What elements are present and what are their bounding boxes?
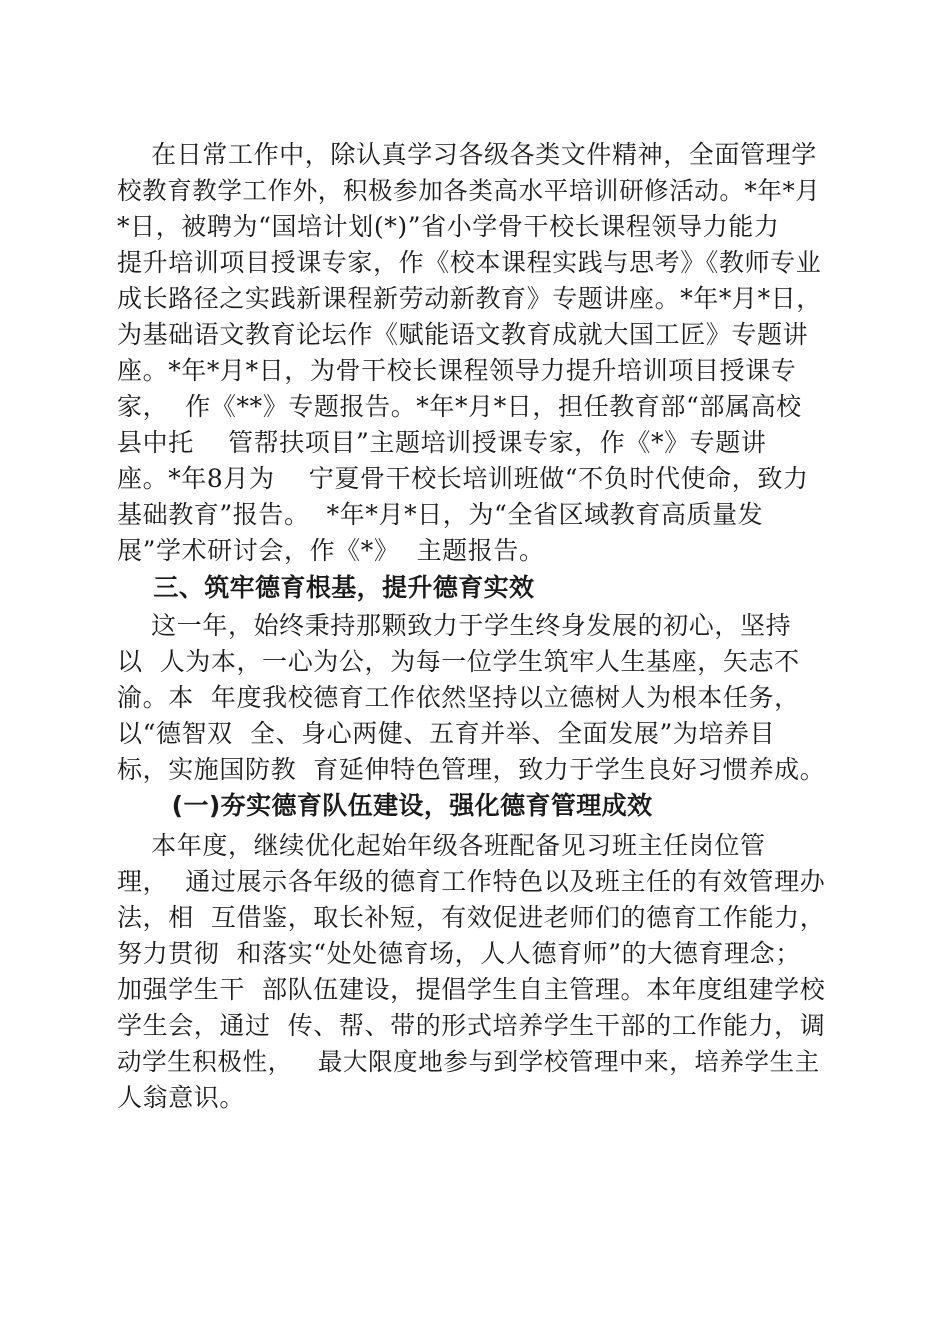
paragraph-line: *日，被聘为“国培计划(*)”省小学骨干校长课程领导力能力 <box>117 212 780 241</box>
paragraph-line: 加强学生干 部队伍建设，提倡学生自主管理。本年度组建学校 <box>117 975 826 1004</box>
paragraph-line: 努力贯彻 和落实“处处德育场，人人德育师”的大德育理念； <box>117 939 801 968</box>
paragraph-line: 座。*年8月为 宁夏骨干校长培训班做“不负时代使命，致力 <box>117 464 809 493</box>
paragraph-line: 在日常工作中，除认真学习各级各类文件精神，全面管理学 <box>117 140 817 169</box>
paragraph-line: 动学生积极性， 最大限度地参与到学校管理中来，培养学生主 <box>117 1047 820 1076</box>
paragraph-line: 座。*年*月*日，为骨干校长课程领导力提升培训项目授课专 <box>117 356 797 385</box>
paragraph-line: 展”学术研讨会，作《*》 主题报告。 <box>117 536 545 565</box>
paragraph-line: 为基础语文教育论坛作《赋能语文教育成就大国工匠》专题讲 <box>117 320 809 349</box>
paragraph-line: 学生会，通过 传、帮、带的形式培养学生干部的工作能力，调 <box>117 1011 826 1040</box>
subsection-heading: (一)夯实德育队伍建设，强化德育管理成效 <box>117 791 653 820</box>
paragraph-line: 以“德智双 全、身心两健、五育并举、全面发展”为培养目 <box>117 719 776 748</box>
paragraph-line: 这一年，始终秉持那颗致力于学生终身发展的初心，坚持 <box>117 611 792 640</box>
section-heading: 三、筑牢德育根基，提升德育实效 <box>117 573 535 602</box>
paragraph-line: 理， 通过展示各年级的德育工作特色以及班主任的有效管理办 <box>117 867 826 896</box>
paragraph-line: 法，相 互借鉴，取长补短，有效促进老师们的德育工作能力， <box>117 903 826 932</box>
paragraph-line: 基础教育”报告。 *年*月*日，为“全省区域教育高质量发 <box>117 500 764 529</box>
paragraph-line: 家， 作《**》专题报告。*年*月*日，担任教育部“部属高校 <box>117 392 802 421</box>
paragraph-line: 渝。本 年度我校德育工作依然坚持以立德树人为根本任务， <box>117 683 800 712</box>
paragraph-line: 以 人为本，一心为公，为每一位学生筑牢人生基座，矢志不 <box>117 647 800 676</box>
paragraph-line: 校教育教学工作外，积极参加各类高水平培训研修活动。*年*月 <box>117 176 821 205</box>
paragraph-line: 县中托 管帮扶项目”主题培训授课专家，作《*》专题讲 <box>117 428 767 457</box>
paragraph-line: 成长路径之实践新课程新劳动新教育》专题讲座。*年*月*日， <box>117 284 822 313</box>
paragraph-line: 人翁意识。 <box>117 1083 246 1112</box>
paragraph-line: 本年度，继续优化起始年级各班配备见习班主任岗位管 <box>117 831 766 860</box>
paragraph-line: 标，实施国防教 育延伸特色管理，致力于学生良好习惯养成。 <box>117 755 826 784</box>
paragraph-line: 提升培训项目授课专家，作《校本课程实践与思考》《教师专业 <box>117 248 822 277</box>
